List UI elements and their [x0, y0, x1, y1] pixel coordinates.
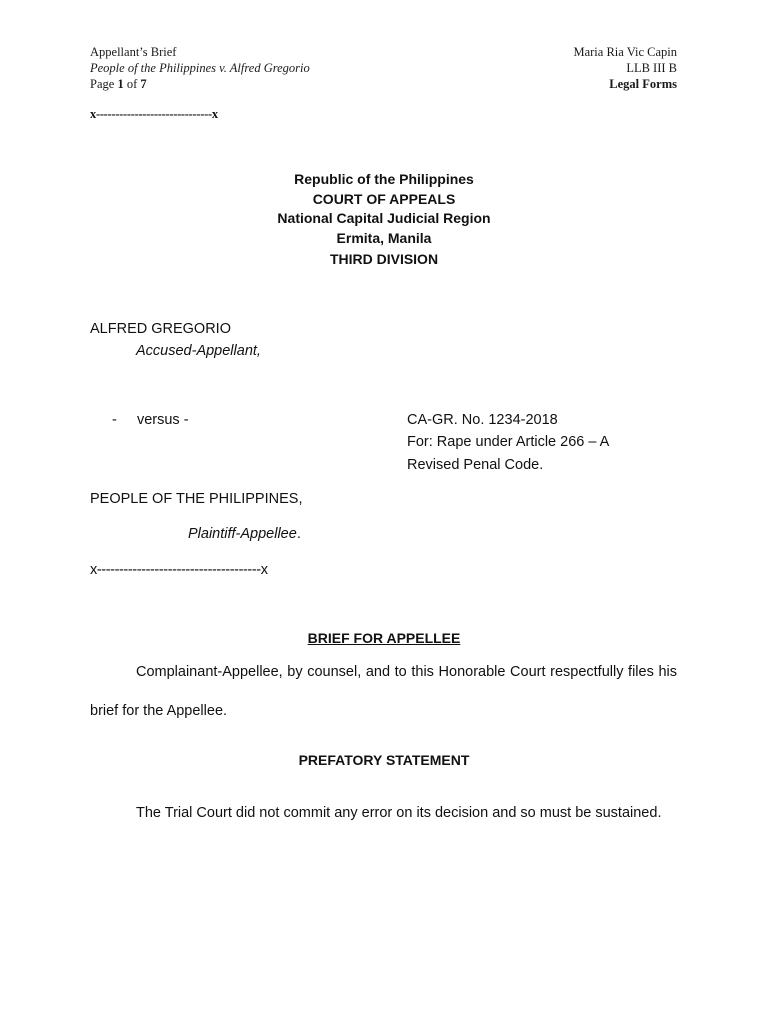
paragraph-intro-text: Complainant-Appellee, by counsel, and to this Honorable Court respectfully files his brief for the Appellee.: [90, 664, 677, 719]
appellee-role-period: .: [296, 526, 301, 542]
header-subject-label: Legal Forms: [609, 77, 677, 91]
page-current: 1: [117, 77, 124, 91]
appellant-name: ALFRED GREGORIO: [90, 321, 231, 337]
appellee-name: PEOPLE OF THE PHILIPPINES,: [90, 491, 303, 507]
paragraph-prefatory: [90, 794, 677, 833]
header-brief-title: Appellant’s Brief: [90, 45, 177, 59]
case-number: CA-GR. No. 1234-2018: [407, 412, 558, 428]
page-total: 7: [140, 77, 147, 91]
appellant-role: Accused-Appellant,: [136, 343, 261, 359]
court-caption: [0, 170, 768, 270]
prefatory-heading: PREFATORY STATEMENT: [298, 752, 470, 768]
page-of: of: [123, 77, 141, 91]
versus-label: - versus -: [112, 412, 189, 428]
appellee-role: Plaintiff-Appellee: [188, 526, 297, 542]
paragraph-prefatory-text: The Trial Court did not commit any error on its decision and so must be sustained.: [136, 805, 662, 821]
caption-separator: x-------------------------------------x: [90, 562, 268, 578]
header-subject: [573, 76, 677, 92]
case-code: Revised Penal Code.: [407, 457, 544, 473]
paragraph-intro: [90, 653, 677, 731]
header-separator: x------------------------------x: [90, 107, 218, 121]
header-case-title: People of the Philippines v. Alfred Gregorio: [90, 61, 310, 75]
caption-republic: Republic of the Philippines: [294, 171, 474, 187]
header-author: Maria Ria Vic Capin: [573, 45, 677, 59]
case-charge: For: Rape under Article 266 – A: [407, 434, 610, 450]
caption-court: COURT OF APPEALS: [312, 190, 456, 207]
page-prefix: Page: [90, 77, 118, 91]
appellee-role-line: [188, 525, 301, 543]
brief-heading: BRIEF FOR APPELLEE: [307, 630, 461, 646]
caption-location: Ermita, Manila: [336, 229, 432, 246]
header-page-number: [90, 76, 310, 92]
header-right: [573, 44, 677, 92]
caption-region: National Capital Judicial Region: [277, 210, 491, 226]
caption-division: THIRD DIVISION: [329, 251, 439, 267]
header-class: LLB III B: [626, 61, 677, 75]
header-left: [90, 44, 310, 92]
